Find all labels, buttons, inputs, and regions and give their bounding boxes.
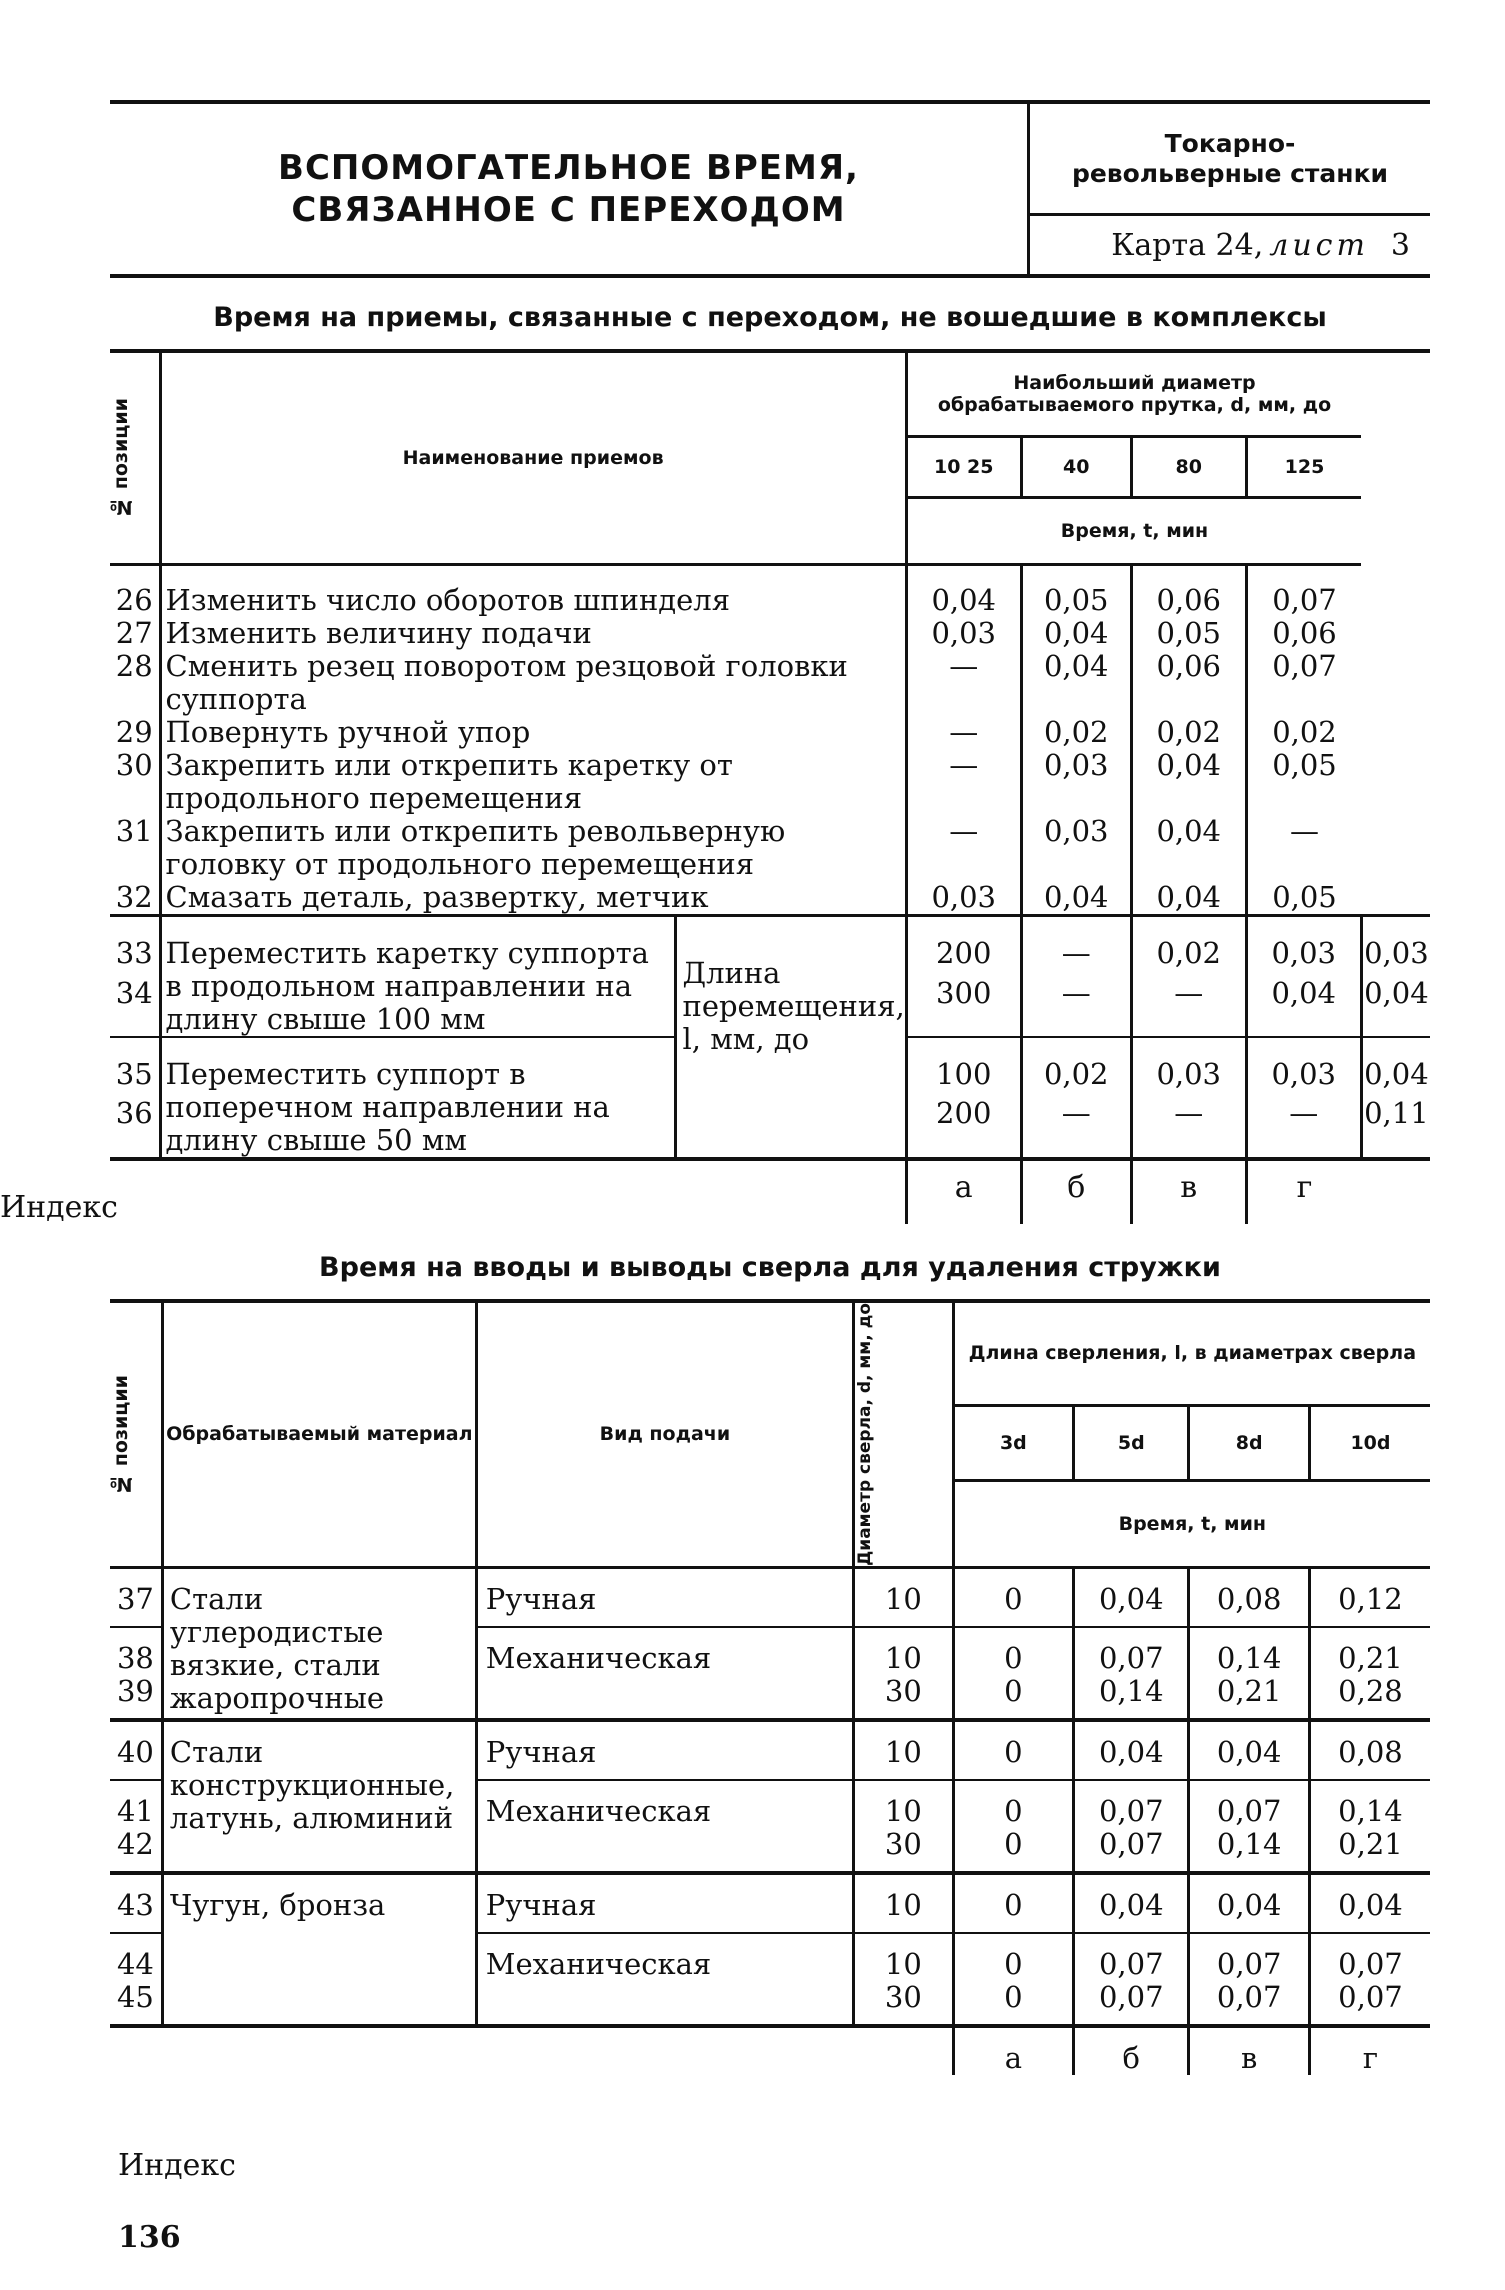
row-value-c: 0,07 [1189, 1780, 1310, 1828]
row-value-b: 0,04 [1021, 881, 1131, 916]
row-value-c: 0,07 [1189, 1981, 1310, 2026]
pos-header-2: № позиции [110, 1374, 132, 1495]
move-length: 200 [936, 936, 992, 970]
index-letter: а [953, 2026, 1074, 2075]
row-value-d: 0,04 [1361, 1037, 1430, 1097]
drill-diam-header: Диаметр сверла, d, мм, до [855, 1303, 876, 1566]
table-row [110, 716, 1430, 749]
row-name: Закрепить или открепить револьверную головку от продольного перемещения [160, 815, 906, 881]
row-value-c: 0,04 [1189, 1720, 1310, 1780]
feed-type: Ручная [476, 1873, 853, 1933]
index-letter: в [1131, 1159, 1246, 1224]
index-label: Индекс [0, 1190, 118, 1225]
row-pos: 31 [115, 814, 153, 848]
row-value-a: 0,03 [906, 617, 1021, 650]
row-value-c: 0,14 [1189, 1627, 1310, 1675]
row-value-b: 0,07 [1074, 1828, 1189, 1873]
drill-diameter: 30 [854, 1981, 954, 2026]
row-value-a: 0 [953, 1981, 1074, 2026]
row-value-e: 0,04 [1309, 1873, 1430, 1933]
table-row [110, 916, 1430, 977]
row-value-c: — [1246, 1097, 1361, 1159]
row-name: Изменить величину подачи [160, 617, 906, 650]
row-value-d: 0,07 [1246, 650, 1361, 716]
move-length: 300 [936, 975, 992, 1010]
page-title [110, 104, 1030, 274]
row-value-e: 0,21 [1309, 1627, 1430, 1675]
move-length: 200 [936, 1096, 992, 1131]
row-value-a: 0,03 [906, 881, 1021, 916]
row-value-a: — [906, 749, 1021, 815]
row-value-a: 0 [953, 1567, 1074, 1627]
row-value-b: 0,07 [1074, 1933, 1189, 1981]
row-value-a: 0 [953, 1873, 1074, 1933]
machine-line-1: Токарно- [1164, 128, 1296, 158]
len-col-d: 10d [1309, 1405, 1430, 1480]
row-value-e: 0,12 [1309, 1567, 1430, 1627]
row-value-b: 0,04 [1074, 1567, 1189, 1627]
material-cell: Стали конструкционные, латунь, алюминий [162, 1720, 476, 1873]
row-value-e: 0,28 [1309, 1675, 1430, 1720]
row-name: Изменить число оборотов шпинделя [160, 565, 906, 618]
row-value-b: 0,04 [1074, 1873, 1189, 1933]
material-header: Обрабатываемый материал [162, 1301, 476, 1567]
row-value-a: 0 [953, 1720, 1074, 1780]
index-row [110, 2026, 1430, 2075]
row-pos: 36 [115, 1096, 153, 1131]
row-value-c: 0,04 [1131, 881, 1246, 916]
sheet-label: лист [1269, 227, 1369, 263]
index-letter: а [906, 1159, 1021, 1224]
drill-diameter: 10 [854, 1780, 954, 1828]
row-value-c: 0,08 [1189, 1567, 1310, 1627]
time-header: Время, t, мин [906, 497, 1361, 564]
card-number [1030, 216, 1430, 274]
index-letter: г [1246, 1159, 1361, 1224]
page [0, 100, 1430, 2075]
drill-diameter: 10 [854, 1873, 954, 1933]
section2-title: Время на вводы и выводы сверла для удаления стружки [319, 1252, 1221, 1283]
title-line-2: СВЯЗАННОЕ С ПЕРЕХОДОМ [291, 190, 846, 230]
row-pos: 29 [115, 715, 153, 749]
page-number: 136 [118, 2220, 181, 2255]
row-pos: 40 [116, 1734, 154, 1769]
feed-header: Вид подачи [476, 1301, 853, 1567]
row-pos: 45 [116, 1979, 154, 2014]
move-length: 100 [936, 1057, 992, 1091]
row-value-b: 0,04 [1074, 1720, 1189, 1780]
row-pos: 34 [115, 975, 153, 1010]
table-row [110, 565, 1430, 618]
table-row [110, 815, 1430, 881]
row-value-d: — [1246, 815, 1361, 881]
row-value-d: 0,03 [1361, 916, 1430, 977]
drill-length-header: Длина сверления, l, в диаметрах сверла [953, 1301, 1430, 1405]
row-pos: 30 [115, 748, 153, 782]
row-pos: 26 [115, 583, 153, 617]
diam-col-c: 80 [1131, 436, 1246, 497]
row-name: Переместить суппорт в поперечном направлении на длину свыше 50 мм [160, 1037, 675, 1159]
diam-col-d: 125 [1246, 436, 1361, 497]
row-name: Переместить каретку суппорта в продольном направлении на длину свыше 100 мм [160, 916, 675, 1038]
drill-diameter: 10 [854, 1720, 954, 1780]
name-header: Наименование приемов [160, 351, 906, 565]
row-value-d: 0,04 [1361, 977, 1430, 1037]
card-label: Карта 24, [1111, 227, 1264, 263]
row-pos: 33 [115, 936, 153, 970]
row-value-c: 0,21 [1189, 1675, 1310, 1720]
machine-line-2: револьверные станки [1071, 158, 1389, 188]
diam-col-a: 10 25 [906, 436, 1021, 497]
row-value-b: 0,07 [1074, 1780, 1189, 1828]
row-name: Сменить резец поворотом резцовой головки суппорта [160, 650, 906, 716]
row-value-b: 0,02 [1021, 716, 1131, 749]
feed-type: Механическая [476, 1780, 853, 1873]
row-value-a: — [906, 716, 1021, 749]
row-value-d: 0,05 [1246, 881, 1361, 916]
row-value-c: 0,05 [1131, 617, 1246, 650]
row-pos: 27 [115, 616, 153, 650]
row-value-b: 0,05 [1021, 565, 1131, 618]
table-row [110, 1873, 1430, 1933]
row-value-b: 0,04 [1021, 617, 1131, 650]
row-value-d: 0,05 [1246, 749, 1361, 815]
row-name: Закрепить или открепить каретку от продольного перемещения [160, 749, 906, 815]
card-header [110, 100, 1430, 278]
len-col-b: 5d [1074, 1405, 1189, 1480]
row-value-c: 0,06 [1131, 565, 1246, 618]
row-pos: 43 [116, 1887, 154, 1922]
row-value-d: 0,02 [1246, 716, 1361, 749]
row-value-a: — [906, 650, 1021, 716]
move-length-label: Длина перемещения, l, мм, до [675, 916, 906, 1160]
table-transitions [0, 349, 1430, 1225]
pos-header: № позиции [110, 398, 132, 518]
index-row [110, 1159, 1430, 1224]
row-value-c: 0,02 [1131, 716, 1246, 749]
row-value-c: 0,06 [1131, 650, 1246, 716]
row-value-a: — [1021, 977, 1131, 1037]
row-value-c: 0,04 [1131, 749, 1246, 815]
row-value-d: 0,06 [1246, 617, 1361, 650]
table-row [110, 1567, 1430, 1627]
row-value-b: 0,02 [1131, 916, 1246, 977]
feed-type: Механическая [476, 1933, 853, 2026]
row-pos: 41 [116, 1793, 154, 1828]
row-name: Повернуть ручной упор [160, 716, 906, 749]
drill-diameter: 10 [854, 1567, 954, 1627]
row-value-b: 0,03 [1021, 815, 1131, 881]
row-value-b: 0,07 [1074, 1981, 1189, 2026]
row-value-c: 0,04 [1189, 1873, 1310, 1933]
row-value-e: 0,08 [1309, 1720, 1430, 1780]
row-value-d: 0,07 [1246, 565, 1361, 618]
index-letter: б [1074, 2026, 1189, 2075]
machine-type [1030, 104, 1430, 216]
table-row [110, 881, 1430, 916]
row-pos: 42 [116, 1826, 154, 1861]
row-value-b: 0,07 [1074, 1627, 1189, 1675]
row-value-c: 0,14 [1189, 1828, 1310, 1873]
diam-header: Наибольший диаметр обрабатываемого прутка, d, мм, до [906, 351, 1361, 436]
len-col-a: 3d [953, 1405, 1074, 1480]
row-value-e: 0,21 [1309, 1828, 1430, 1873]
row-value-e: 0,07 [1309, 1981, 1430, 2026]
row-value-b: 0,03 [1021, 749, 1131, 815]
table-row [110, 650, 1430, 716]
diam-col-b: 40 [1021, 436, 1131, 497]
row-value-b: 0,14 [1074, 1675, 1189, 1720]
feed-type: Ручная [476, 1720, 853, 1780]
index-letter: в [1189, 2026, 1310, 2075]
drill-diameter: 30 [854, 1828, 954, 1873]
row-pos: 44 [116, 1946, 154, 1981]
row-value-b: — [1131, 977, 1246, 1037]
row-pos: 39 [116, 1673, 154, 1708]
row-name: Смазать деталь, развертку, метчик [160, 881, 906, 916]
section1-title: Время на приемы, связанные с переходом, не вошедшие в комплексы [213, 302, 1327, 333]
row-value-a: — [1021, 1097, 1131, 1159]
table-row [110, 617, 1430, 650]
row-value-a: — [906, 815, 1021, 881]
row-value-c: 0,04 [1246, 977, 1361, 1037]
index-letter: г [1309, 2026, 1430, 2075]
feed-type: Ручная [476, 1567, 853, 1627]
table-row [110, 1720, 1430, 1780]
row-value-c: 0,07 [1189, 1933, 1310, 1981]
row-pos: 37 [116, 1581, 154, 1616]
feed-type: Механическая [476, 1627, 853, 1720]
row-pos: 38 [116, 1640, 154, 1675]
title-line-1: ВСПОМОГАТЕЛЬНОЕ ВРЕМЯ, [278, 148, 859, 188]
row-pos: 28 [115, 649, 153, 683]
row-value-a: 0,02 [1021, 1037, 1131, 1097]
material-cell: Чугун, бронза [162, 1873, 476, 2026]
table-row [110, 749, 1430, 815]
row-value-a: 0,04 [906, 565, 1021, 618]
table-drill-withdraw [110, 1299, 1430, 2075]
index-label-2: Индекс [118, 2148, 236, 2183]
row-pos: 35 [115, 1057, 153, 1091]
row-value-b: 0,04 [1021, 650, 1131, 716]
row-value-a: — [1021, 916, 1131, 977]
material-cell: Стали углеродистые вязкие, стали жаропрочные [162, 1567, 476, 1720]
row-value-b: — [1131, 1097, 1246, 1159]
row-value-a: 0 [953, 1780, 1074, 1828]
row-value-c: 0,04 [1131, 815, 1246, 881]
row-value-a: 0 [953, 1828, 1074, 1873]
drill-diameter: 10 [854, 1627, 954, 1675]
row-value-b: 0,03 [1131, 1037, 1246, 1097]
row-value-a: 0 [953, 1627, 1074, 1675]
index-spacer [110, 2026, 953, 2075]
row-pos: 32 [115, 880, 153, 914]
time-header-2: Время, t, мин [953, 1480, 1430, 1567]
row-value-a: 0 [953, 1933, 1074, 1981]
index-letter: б [1021, 1159, 1131, 1224]
len-col-c: 8d [1189, 1405, 1310, 1480]
row-value-c: 0,03 [1246, 1037, 1361, 1097]
row-value-e: 0,14 [1309, 1780, 1430, 1828]
drill-diameter: 10 [854, 1933, 954, 1981]
row-value-c: 0,03 [1246, 916, 1361, 977]
row-value-d: 0,11 [1361, 1097, 1430, 1159]
row-value-a: 0 [953, 1675, 1074, 1720]
row-value-e: 0,07 [1309, 1933, 1430, 1981]
sheet-number: 3 [1390, 227, 1410, 263]
drill-diameter: 30 [854, 1675, 954, 1720]
